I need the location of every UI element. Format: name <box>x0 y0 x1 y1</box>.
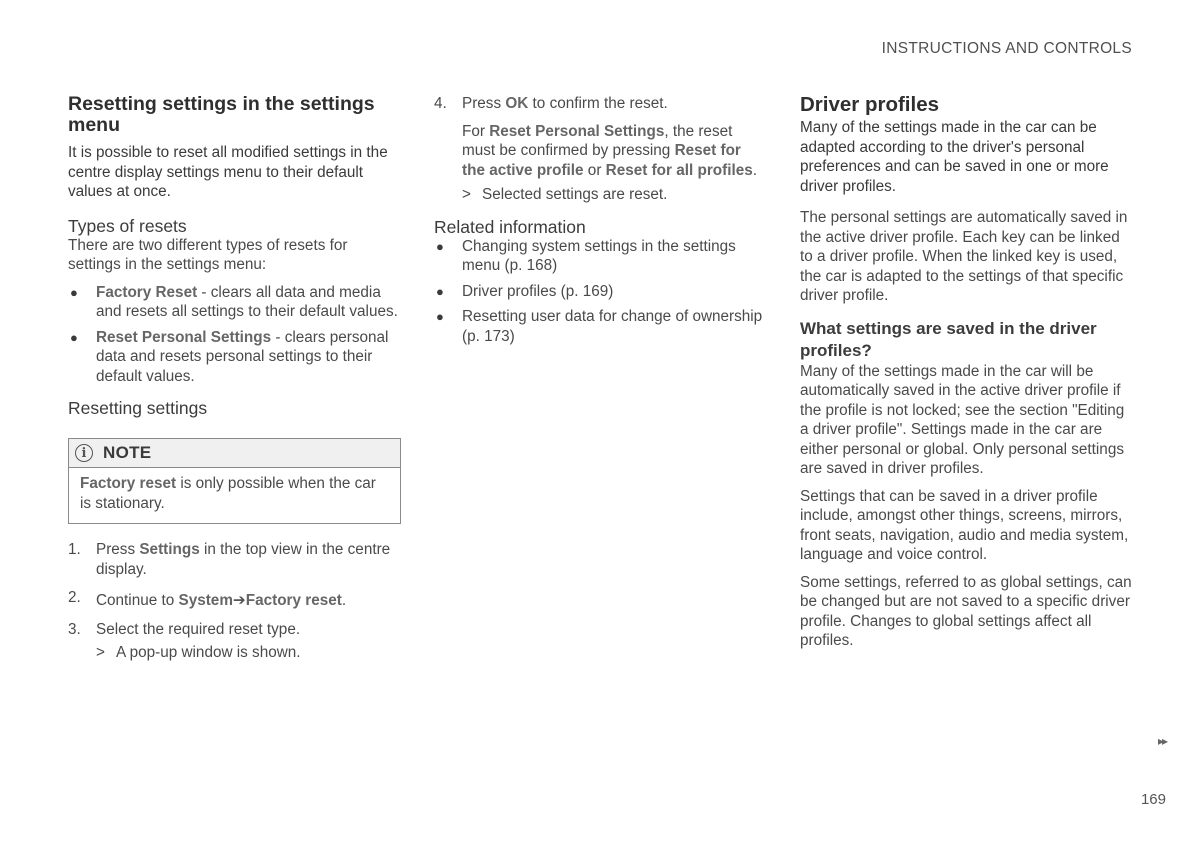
info-icon: i <box>75 444 93 462</box>
result-text: A pop-up window is shown. <box>116 644 301 661</box>
note-title: NOTE <box>103 443 152 462</box>
note-bold: Factory reset <box>80 475 177 492</box>
section-title: Resetting settings in the settings menu <box>68 93 375 136</box>
list-item <box>68 283 401 322</box>
steps-list <box>434 94 767 114</box>
intro-text: Many of the settings made in the car can be adapted according to the driver's personal preferences and can be saved in one or more driver profiles. <box>800 119 1109 195</box>
step-item <box>68 540 401 579</box>
detail-bold: Reset for the active profile <box>462 142 741 179</box>
detail-bold: Reset for all profiles <box>605 161 753 179</box>
step-item <box>68 588 401 611</box>
related-link[interactable] <box>434 282 767 302</box>
result-text: Selected settings are reset. <box>482 186 668 203</box>
step-text: to confirm the reset. <box>528 95 668 112</box>
note-header <box>69 439 400 468</box>
detail-text: For <box>462 122 490 140</box>
paragraph: Many of the settings made in the car will be automatically saved in the active driver profile if the profile is not locked; see the section "Editing a driver profile". Settings made in the car are either personal or global. Only personal settings are saved in driver profiles. <box>800 362 1125 477</box>
bullet: ● <box>436 309 444 324</box>
step-text: in the top view in the centre display. <box>96 541 391 578</box>
paragraph: Some settings, referred to as global settings, can be changed but are not saved to a specific driver profile. Changes to global settings affect all profiles. <box>800 573 1132 649</box>
page-number: 169 <box>1140 791 1166 808</box>
steps-list <box>68 540 401 639</box>
step-detail <box>434 122 767 181</box>
arrow-right-icon: ➔ <box>232 592 246 609</box>
column-1 <box>68 94 401 663</box>
step-number: 4. <box>434 95 447 112</box>
step-number: 1. <box>68 541 81 558</box>
reset-types-list <box>68 283 401 387</box>
step-text: Continue to <box>96 592 179 609</box>
step-bold: OK <box>505 95 529 112</box>
step-item <box>434 94 767 114</box>
resetting-heading: Resetting settings <box>68 398 208 418</box>
result-marker: > <box>96 644 105 661</box>
bullet: ● <box>436 238 444 254</box>
bullet: ● <box>70 284 78 300</box>
related-list <box>434 237 767 347</box>
intro-text: It is possible to reset all modified settings in the centre display settings menu to their default values at once. <box>68 144 388 200</box>
section-header: INSTRUCTIONS AND CONTROLS <box>881 40 1132 57</box>
saved-heading: What settings are saved in the driver profiles? <box>800 318 1097 360</box>
step-text: Press <box>96 541 140 558</box>
reset-type-desc: - clears personal data and resets personal settings to their default values. <box>96 328 389 385</box>
bullet: ● <box>436 283 444 299</box>
bullet: ● <box>70 329 78 345</box>
list-item <box>68 328 401 387</box>
detail-text: or <box>583 161 606 179</box>
related-link-text: Resetting user data for change of ownership (p. 173) <box>462 308 763 345</box>
step-number: 2. <box>68 589 81 606</box>
step-bold: Settings <box>139 541 200 558</box>
step-text: Press <box>462 95 506 112</box>
step-item <box>68 620 401 640</box>
reset-type-desc: - clears all data and media and resets all settings to their default values. <box>96 283 398 320</box>
step-number: 3. <box>68 620 81 638</box>
reset-type-name: Reset Personal Settings <box>96 328 272 346</box>
column-3 <box>800 94 1134 651</box>
paragraph: Settings that can be saved in a driver profile include, amongst other things, screens, mirrors, front seats, navigation, audio and media system, language and voice control. <box>800 487 1129 563</box>
step-text: . <box>341 592 347 609</box>
step-text: Select the required reset type. <box>96 620 301 638</box>
note-body <box>69 468 400 523</box>
note-box <box>68 438 401 524</box>
reset-type-name: Factory Reset <box>96 283 198 301</box>
result-marker: > <box>462 186 471 203</box>
related-link[interactable] <box>434 307 767 346</box>
related-link[interactable] <box>434 237 767 276</box>
continue-arrows-icon[interactable]: ▸▸ <box>1157 734 1166 748</box>
step-result <box>462 185 767 205</box>
related-link-text: Changing system settings in the settings menu (p. 168) <box>462 237 736 274</box>
step-bold: Factory reset <box>245 592 342 609</box>
detail-bold: Reset Personal Settings <box>489 122 665 140</box>
section-title: Driver profiles <box>800 93 939 116</box>
related-heading: Related information <box>434 216 586 237</box>
step-bold: System <box>178 592 233 609</box>
paragraph: The personal settings are automatically saved in the active driver profile. Each key can be linked to a driver profile. When the linked key is used, the car is adapted to the settings of that specific driver profile. <box>800 209 1128 304</box>
column-2 <box>434 94 767 352</box>
related-link-text: Driver profiles (p. 169) <box>462 282 614 300</box>
types-intro: There are two different types of resets for settings in the settings menu: <box>68 236 348 273</box>
note-text: is only possible when the car is stationary. <box>80 475 376 512</box>
step-result <box>96 643 401 663</box>
types-heading: Types of resets <box>68 215 187 236</box>
detail-text: . <box>752 161 757 179</box>
detail-text: , the reset must be confirmed by pressing <box>462 122 733 159</box>
